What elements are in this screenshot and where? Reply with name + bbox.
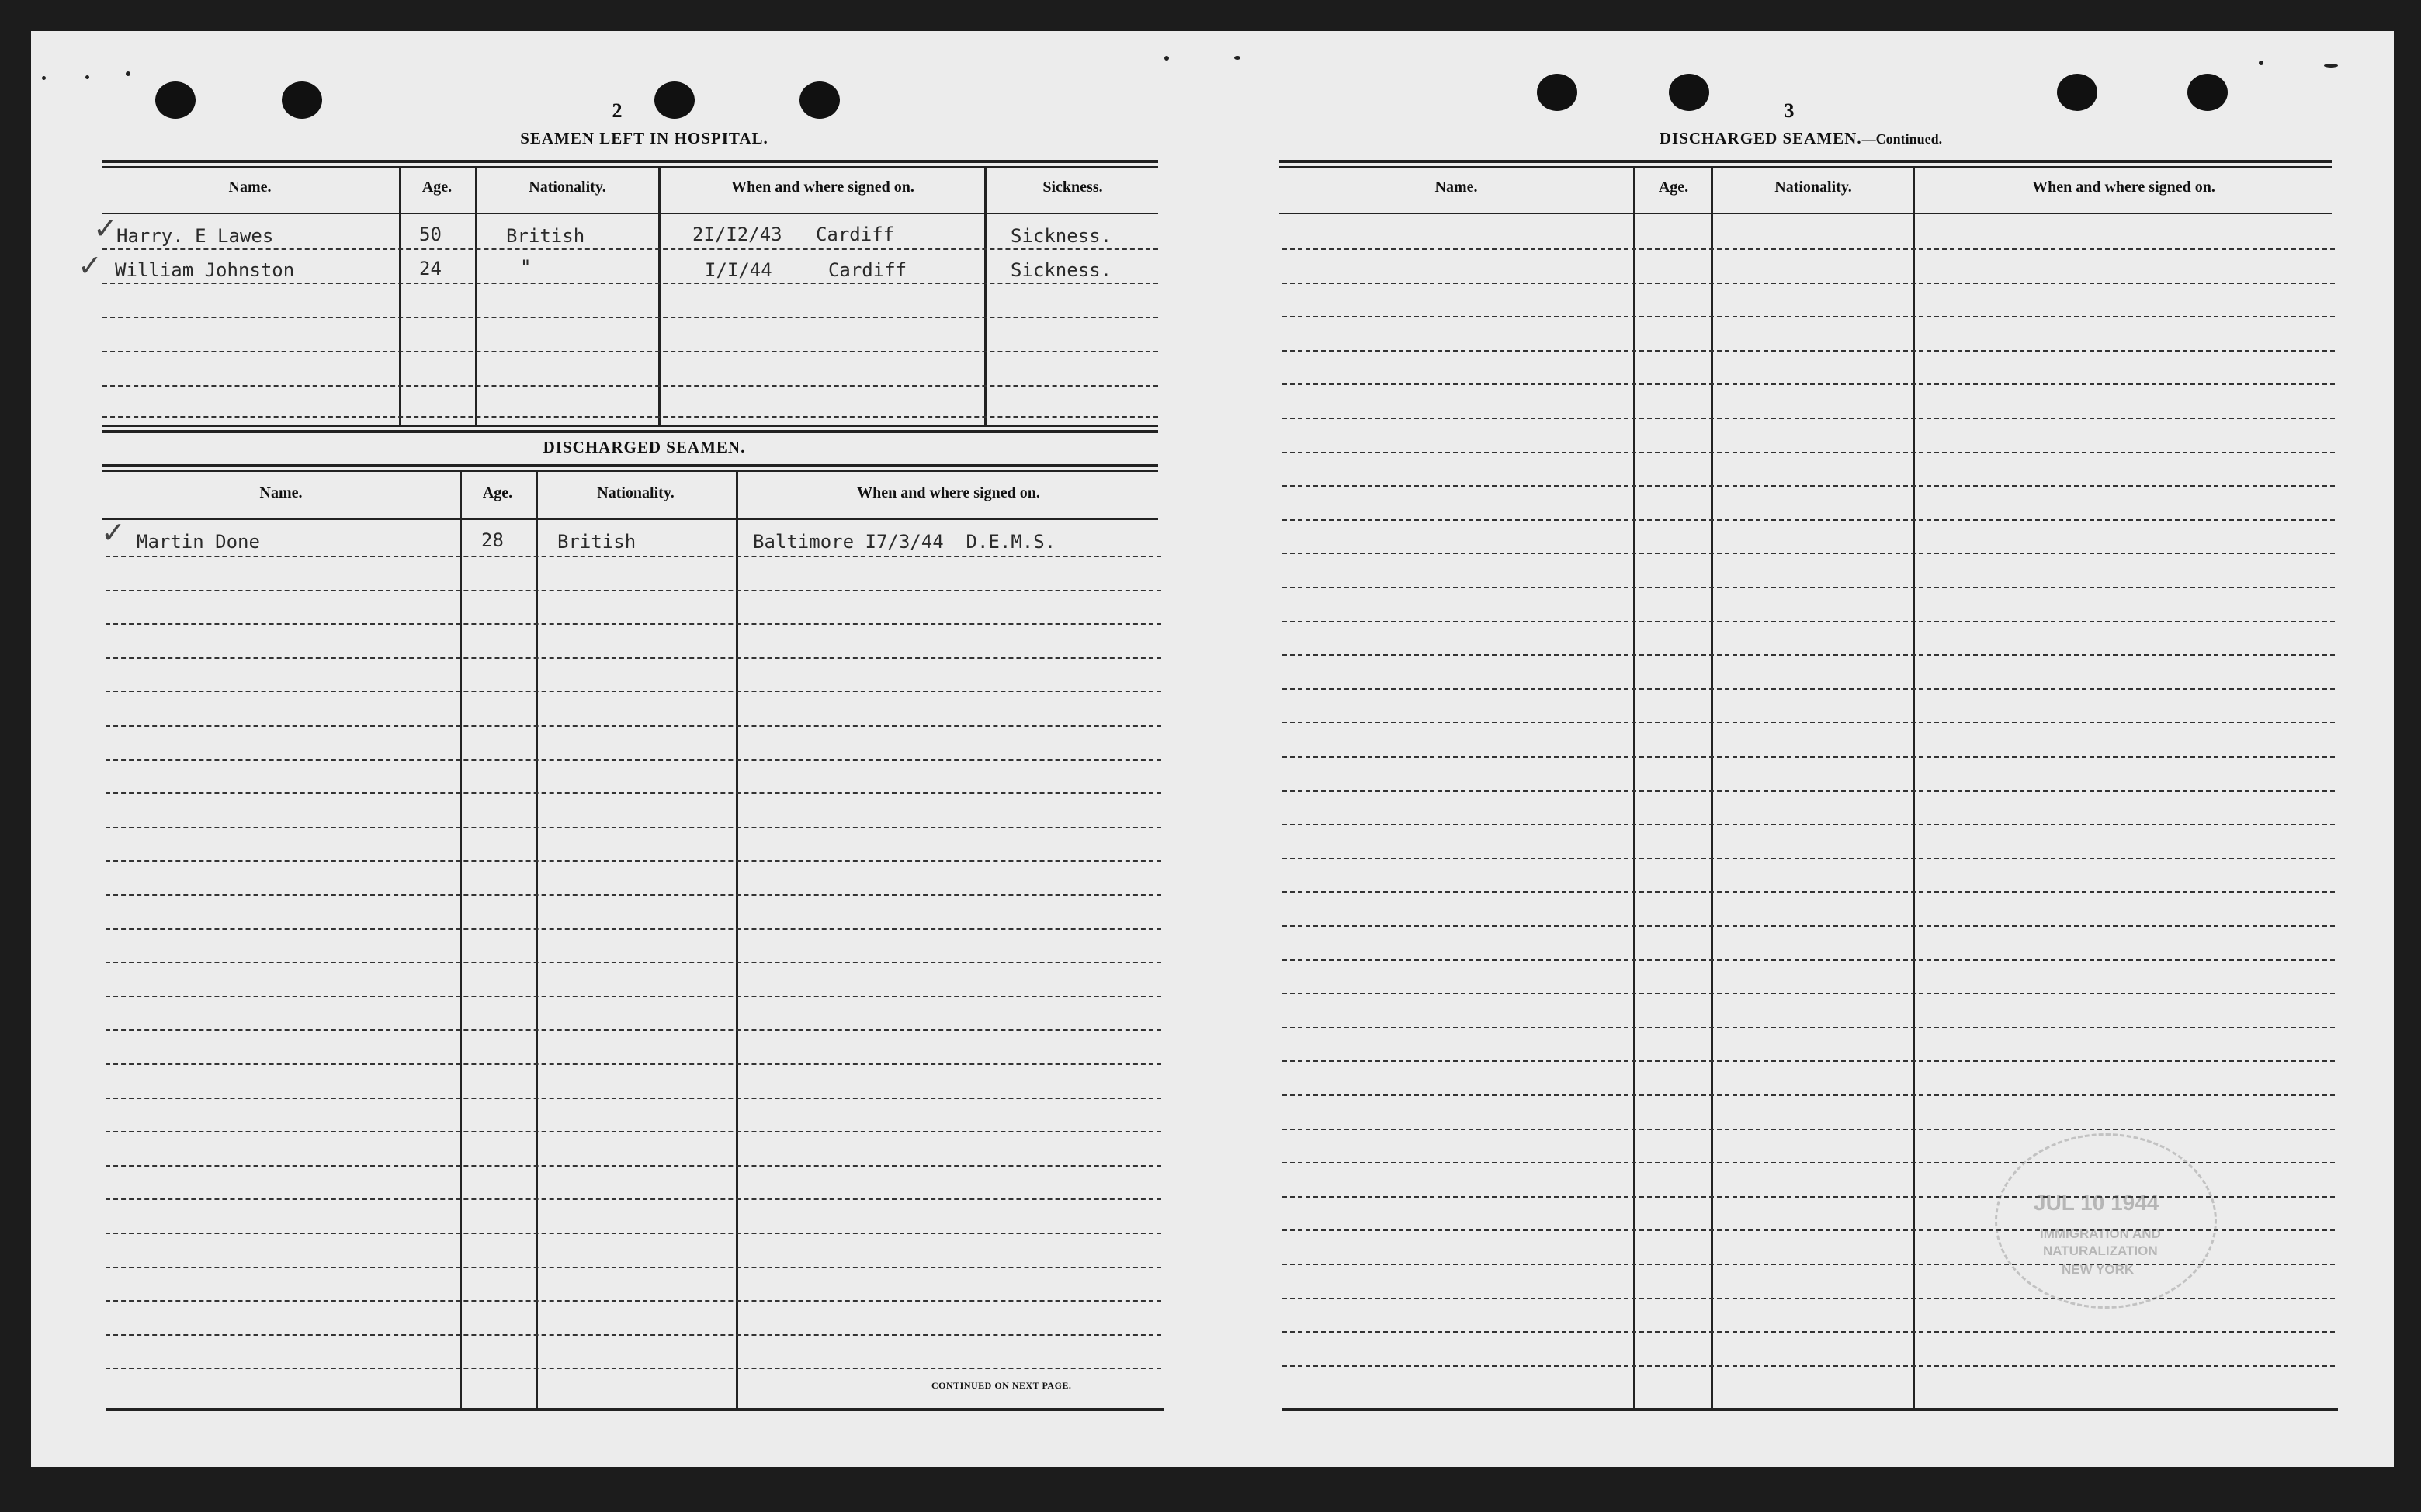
discharged-row-line (106, 657, 1161, 659)
discharged-row-line (106, 1098, 1161, 1099)
right-row-line (1282, 993, 2335, 994)
check-mark-icon: ✓ (101, 515, 126, 550)
right-header-name: Name. (1434, 179, 1478, 196)
hospital-row-line (102, 351, 1158, 352)
discharged-row-line (106, 590, 1161, 591)
right-row-line (1282, 1060, 2335, 1062)
discharged-top-rule-2 (102, 470, 1158, 472)
punch-hole (654, 81, 695, 119)
discharged-row-line (106, 1131, 1161, 1132)
right-row-line (1282, 790, 2335, 792)
discharged-row-line (106, 1334, 1161, 1336)
hospital-header-rule (102, 213, 1158, 214)
speck (126, 71, 130, 76)
right-col-divider (1711, 168, 1713, 1410)
hospital-row-2-age: 24 (419, 258, 442, 279)
discharged-row-line (106, 1063, 1161, 1065)
right-row-line (1282, 452, 2335, 453)
discharged-header-signed-on: When and where signed on. (857, 484, 1040, 501)
hospital-row-1-nationality: British (506, 225, 585, 247)
right-header-rule (1279, 213, 2332, 214)
punch-hole (1669, 74, 1709, 111)
right-row-line (1282, 283, 2335, 284)
discharged-row-line (106, 1368, 1161, 1369)
right-row-line (1282, 654, 2335, 656)
discharged-row-line (106, 623, 1161, 625)
discharged-section-title: DISCHARGED SEAMEN. (543, 438, 746, 456)
speck (2324, 64, 2338, 68)
discharged-row-line (106, 827, 1161, 828)
hospital-header-signed-on: When and where signed on. (731, 179, 914, 196)
speck (1234, 56, 1240, 60)
right-row-line (1282, 383, 2335, 385)
punch-hole (2187, 74, 2228, 111)
discharged-row-line (106, 928, 1161, 930)
right-row-line (1282, 248, 2335, 250)
right-row-line (1282, 722, 2335, 723)
stamp-line-1: IMMIGRATION AND (2040, 1226, 2161, 1241)
hospital-col-divider (475, 168, 477, 427)
speck (2259, 61, 2263, 65)
check-mark-icon: ✓ (78, 248, 102, 283)
discharged-header-name: Name. (259, 484, 303, 501)
hospital-row-line (102, 317, 1158, 318)
hospital-row-1-name: Harry. E Lawes (116, 225, 274, 247)
hospital-col-divider (658, 168, 661, 427)
right-row-line (1282, 519, 2335, 521)
discharged-row-line (106, 556, 1161, 557)
right-row-line (1282, 621, 2335, 622)
right-row-line (1282, 553, 2335, 554)
hospital-header-sickness: Sickness. (1042, 179, 1103, 196)
right-row-line (1282, 959, 2335, 961)
page-number-right: 3 (1784, 99, 1795, 122)
right-top-rule-2 (1279, 166, 2332, 168)
speck (42, 76, 46, 80)
hospital-col-divider (399, 168, 401, 427)
hospital-col-divider (984, 168, 987, 427)
discharged-row-line (106, 1300, 1161, 1302)
discharged-row-line (106, 1198, 1161, 1200)
discharged-row-line (106, 962, 1161, 963)
speck (85, 75, 89, 79)
right-row-line (1282, 1365, 2335, 1367)
right-header-nationality: Nationality. (1774, 179, 1852, 196)
document-sheet (31, 31, 2394, 1467)
page-number-left: 2 (612, 99, 623, 122)
discharged-row-1-nationality: British (557, 531, 636, 553)
discharged-row-line (106, 996, 1161, 997)
hospital-section-title: SEAMEN LEFT IN HOSPITAL. (520, 129, 768, 147)
speck (1164, 56, 1169, 61)
discharged-row-line (106, 860, 1161, 862)
discharged-row-1-signed-on: Baltimore I7/3/44 D.E.M.S. (753, 531, 1056, 553)
check-mark-icon: ✓ (93, 211, 118, 245)
discharged-col-divider (536, 472, 538, 1410)
stamp-ring (1995, 1133, 2217, 1309)
right-row-line (1282, 1094, 2335, 1096)
discharged-row-line (106, 759, 1161, 761)
discharged-row-line (106, 1029, 1161, 1031)
right-row-line (1282, 1027, 2335, 1028)
discharged-row-line (106, 792, 1161, 794)
hospital-bottom-rule-2 (102, 430, 1158, 433)
hospital-row-line (102, 283, 1158, 284)
discharged-row-line (106, 1165, 1161, 1167)
hospital-row-line (102, 416, 1158, 418)
discharged-bottom-rule (106, 1408, 1164, 1411)
stamp-line-3: NEW YORK (2062, 1262, 2135, 1277)
punch-hole (2057, 74, 2097, 111)
hospital-row-line (102, 385, 1158, 387)
discharged-row-1-age: 28 (481, 529, 504, 551)
hospital-row-2-sickness: Sickness. (1011, 259, 1112, 281)
hospital-row-2-name: William Johnston (115, 259, 295, 281)
hospital-row-1-age: 50 (419, 224, 442, 245)
hospital-row-1-sickness: Sickness. (1011, 225, 1112, 247)
discharged-row-line (106, 894, 1161, 896)
right-row-line (1282, 756, 2335, 758)
right-header-signed-on: When and where signed on. (2032, 179, 2215, 196)
discharged-top-rule (102, 464, 1158, 467)
right-section-title-suffix: —Continued. (1861, 131, 1943, 147)
punch-hole (155, 81, 196, 119)
punch-hole (1537, 74, 1577, 111)
discharged-row-line (106, 725, 1161, 727)
discharged-row-line (106, 1233, 1161, 1234)
right-row-line (1282, 858, 2335, 859)
right-row-line (1282, 891, 2335, 893)
right-row-line (1282, 925, 2335, 927)
right-row-line (1282, 587, 2335, 588)
punch-hole (282, 81, 322, 119)
hospital-row-1-signed-on: 2I/I2/43 Cardiff (692, 224, 895, 245)
hospital-row-line (102, 248, 1158, 250)
discharged-col-divider (736, 472, 738, 1410)
right-row-line (1282, 350, 2335, 352)
discharged-header-rule (102, 518, 1158, 520)
right-row-line (1282, 688, 2335, 690)
hospital-header-name: Name. (228, 179, 272, 196)
right-col-divider (1633, 168, 1635, 1410)
receipt-stamp (1964, 1133, 2243, 1312)
right-row-line (1282, 824, 2335, 825)
discharged-col-divider (460, 472, 462, 1410)
punch-hole (799, 81, 840, 119)
discharged-header-age: Age. (482, 484, 513, 501)
hospital-row-2-signed-on: I/I/44 Cardiff (705, 259, 907, 281)
hospital-header-age: Age. (421, 179, 453, 196)
right-row-line (1282, 1129, 2335, 1130)
right-row-line (1282, 418, 2335, 419)
hospital-header-nationality: Nationality. (529, 179, 606, 196)
right-col-divider (1913, 168, 1915, 1410)
right-top-rule (1279, 160, 2332, 163)
hospital-top-rule-2 (102, 166, 1158, 168)
right-row-line (1282, 485, 2335, 487)
hospital-top-rule (102, 160, 1158, 163)
right-section-title-text: DISCHARGED SEAMEN. (1659, 129, 1862, 147)
discharged-header-nationality: Nationality. (597, 484, 675, 501)
stamp-date: JUL 10 1944 (2034, 1191, 2159, 1215)
discharged-row-line (106, 1267, 1161, 1268)
hospital-bottom-rule (102, 425, 1158, 427)
right-row-line (1282, 316, 2335, 317)
hospital-row-2-nationality: " (520, 256, 532, 278)
right-header-age: Age. (1658, 179, 1689, 196)
discharged-row-1-name: Martin Done (137, 531, 260, 553)
right-section-title (1552, 129, 2049, 148)
right-row-line (1282, 1331, 2335, 1333)
discharged-row-line (106, 691, 1161, 692)
right-bottom-rule (1282, 1408, 2338, 1411)
stamp-line-2: NATURALIZATION (2043, 1243, 2158, 1258)
continued-footer: CONTINUED ON NEXT PAGE. (931, 1380, 1072, 1391)
